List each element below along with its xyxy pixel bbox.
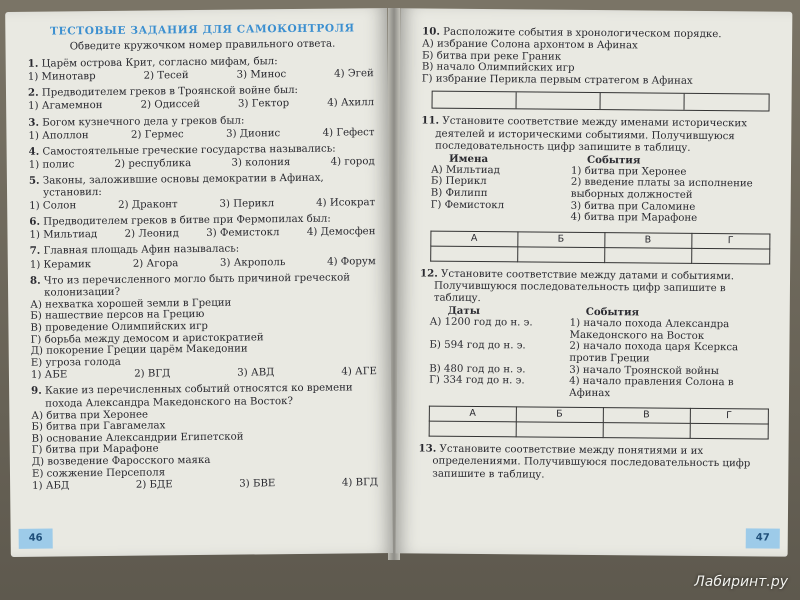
answer-option[interactable]: 2) ВГД [134, 368, 171, 381]
list-item: Д) возведение Фаросского маяка [31, 454, 211, 468]
answer-option[interactable]: 3) Минос [236, 69, 287, 81]
question-text: Законы, заложившие основы демократии в Афинах, установил: [42, 172, 324, 199]
answer-cell[interactable] [429, 421, 516, 437]
question-text: Установите соответствие между датами и событиями. Получившуюся последовательность цифр запишите в таблицу. [433, 268, 735, 305]
answer-option[interactable]: 2) республика [114, 157, 192, 170]
answer-option[interactable]: 1) Минотавр [27, 71, 96, 84]
question-text: Самостоятельные греческие государства назывались: [42, 143, 336, 158]
item-list [31, 407, 382, 480]
page-number: 47 [746, 528, 780, 548]
answer-cell[interactable] [516, 422, 603, 438]
list-item: Б) битва при реке Граник [421, 50, 562, 63]
list-item: В) основание Александрии Египетской [31, 431, 244, 445]
list-item: 2) начало похода царя Ксеркса против Греции [569, 341, 739, 365]
list-item: 4) битва при Марафоне [570, 212, 698, 225]
question-text: Какие из перечисленных событий относятся ко времени похода Александра Македонского на Восток? [44, 382, 353, 410]
answer-option[interactable]: 2) Агора [132, 257, 179, 270]
list-item: Е) угроза голода [30, 356, 121, 369]
answer-option[interactable]: 2) Тесей [143, 70, 189, 82]
left-page [5, 8, 393, 557]
list-item: Г) 334 год до н. э. [429, 374, 525, 387]
question-text: Установите соответствие между именами исторических деятелей и историческими событиями. Получившуюся последовательность цифр запишите в таблицу. [435, 116, 748, 154]
list-item: А) битва при Херонее [31, 409, 149, 422]
list-item: Г) Фемистокл [430, 199, 505, 211]
list-item: Г) борьба между демосом и аристократией [30, 331, 264, 346]
list-item: 3) начало Троянской войны [569, 364, 719, 377]
item-list [30, 296, 381, 369]
answer-option[interactable]: 1) Керамик [29, 258, 92, 271]
list-item: А) 1200 год до н. э. [429, 316, 533, 329]
answer-option[interactable]: 4) Эгей [334, 68, 374, 80]
answer-option[interactable]: 2) Гермес [130, 128, 184, 141]
list-item: Б) нашествие персов на Грецию [30, 309, 205, 323]
answer-table [429, 406, 769, 440]
page-number: 46 [19, 529, 53, 549]
question-number: 3. [28, 116, 40, 129]
question-number: 7. [29, 245, 41, 258]
column-header: Даты [447, 304, 480, 318]
list-item: 4) начало правления Солона в Афинах [568, 375, 734, 399]
answer-option[interactable]: 2) БДЕ [135, 479, 173, 491]
answer-option[interactable]: 3) колония [231, 156, 291, 169]
question-number: 2. [27, 87, 39, 100]
question-1 [28, 54, 378, 84]
table-header-cell: А [431, 231, 518, 247]
answer-option[interactable]: 4) Демосфен [306, 226, 376, 239]
list-item: Г) избрание Перикла первым стратегом в Афинах [421, 73, 693, 87]
table-header-cell: Б [516, 407, 603, 423]
table-header-cell: Г [690, 409, 769, 425]
answer-option[interactable]: 3) АВД [237, 367, 275, 379]
answer-options [31, 366, 381, 382]
question-number: 4. [28, 145, 40, 158]
answer-options [28, 98, 378, 114]
answer-option[interactable]: 1) АБЕ [30, 369, 68, 382]
table-header-cell: Б [517, 232, 604, 248]
question-number: 12. [420, 267, 438, 280]
answer-option[interactable]: 2) Драконт [118, 199, 178, 211]
section-title: ТЕСТОВЫЕ ЗАДАНИЯ ДЛЯ САМОКОНТРОЛЯ [49, 22, 355, 38]
answer-option[interactable]: 2) Леонид [124, 228, 179, 241]
watermark: Лабиринт.ру [694, 574, 788, 590]
list-item: Б) битва при Гавгамелах [31, 420, 166, 433]
answer-option[interactable]: 3) Дионис [225, 127, 281, 140]
question-2 [28, 83, 378, 113]
question-number: 6. [29, 215, 41, 228]
answer-cell[interactable] [603, 423, 690, 439]
match-lists [421, 164, 769, 225]
answer-grid[interactable] [432, 91, 770, 112]
table-header-cell: А [429, 406, 516, 422]
question-number: 9. [31, 385, 42, 398]
question-text: Установите соответствие между понятиями и их определениями. Получившуюся последовательность цифр запишите в таблицу. [432, 444, 751, 481]
question-number: 10. [422, 25, 440, 38]
answer-options [28, 68, 378, 84]
answer-options [28, 127, 378, 143]
list-item: А) Мильтиад [430, 164, 500, 177]
instruction: Обведите кружочком номер правильного ответа. [69, 38, 336, 53]
question-11 [420, 115, 769, 264]
answer-cell[interactable] [431, 246, 518, 262]
list-item: Б) 594 год до н. э. [429, 339, 526, 352]
answer-option[interactable]: 3) Гектор [237, 98, 290, 111]
list-item: В) начало Олимпийских игр [421, 61, 575, 75]
column-header: Имена [449, 152, 489, 165]
answer-option[interactable]: 1) АБД [32, 480, 70, 492]
question-number: 8. [29, 274, 41, 287]
right-page [396, 8, 793, 556]
question-13 [418, 443, 766, 483]
table-header-cell: В [604, 232, 691, 248]
question-text: Богом кузнечного дела у греков был: [42, 115, 245, 129]
question-number: 5. [28, 174, 40, 187]
answer-cell[interactable] [691, 248, 770, 264]
answer-option[interactable]: 1) Мильтиад [29, 229, 98, 242]
table-header-cell: В [603, 408, 690, 424]
list-item: Б) Перикл [430, 176, 487, 188]
answer-cell[interactable] [690, 424, 769, 440]
question-text: Расположите события в хронологическом порядке. [443, 26, 722, 41]
question-8 [30, 271, 381, 383]
question-4 [29, 142, 379, 172]
answer-cell[interactable] [604, 247, 691, 263]
answer-table [430, 230, 770, 264]
table-header-cell: Г [691, 233, 770, 249]
answer-option[interactable]: 3) Акрополь [219, 256, 286, 269]
answer-option[interactable]: 4) город [330, 155, 375, 168]
question-6 [29, 212, 379, 242]
answer-option[interactable]: 3) Фемистокл [206, 227, 280, 240]
answer-option[interactable]: 4) АГЕ [341, 366, 377, 378]
question-9 [31, 382, 382, 494]
column-header: События [587, 153, 641, 167]
answer-cell[interactable] [517, 247, 604, 263]
list-item: В) 480 год до н. э. [429, 363, 526, 375]
answer-option[interactable]: 4) Исократ [316, 197, 376, 209]
item-list [422, 39, 770, 88]
answer-option[interactable]: 1) Агамемнон [28, 100, 103, 113]
answer-option[interactable]: 1) Солон [29, 200, 77, 212]
list-item: Г) битва при Марафоне [31, 443, 159, 457]
question-5 [29, 171, 379, 213]
list-item: А) нехватка хорошей земли в Греции [30, 297, 232, 311]
answer-option[interactable]: 3) Перикл [219, 198, 275, 210]
answer-options [29, 156, 379, 172]
question-3 [28, 113, 378, 143]
question-number: 1. [27, 57, 39, 70]
list-item: 1) начало похода Александра Македонского на Восток [569, 317, 730, 342]
list-item: В) Филипп [430, 187, 488, 200]
list-item: 1) битва при Херонее [570, 165, 687, 178]
answer-options [30, 256, 380, 272]
list-item: Д) покорение Греции царём Македонии [30, 343, 248, 357]
list-item: 3) битва при Саломине [570, 200, 696, 213]
answer-option[interactable]: 4) Форум [326, 255, 376, 268]
answer-option[interactable]: 4) Ахилл [327, 97, 375, 110]
list-item: Е) сожжение Персеполя [31, 466, 166, 480]
answer-option[interactable]: 1) Аполлон [28, 129, 89, 142]
list-item: А) избрание Солона архонтом в Афинах [422, 38, 638, 52]
column-header: События [585, 306, 640, 319]
answer-option[interactable]: 3) БВЕ [239, 478, 276, 490]
answer-option[interactable]: 4) Гефест [322, 126, 375, 139]
question-text: Царём острова Крит, согласно мифам, был: [41, 56, 278, 70]
match-lists [419, 317, 768, 401]
question-text: Предводителем греков в Троянской войне был: [41, 85, 299, 100]
question-list [28, 54, 380, 271]
answer-option[interactable]: 2) Одиссей [140, 99, 201, 112]
question-text: Что из перечисленного могло быть причиной греческой колонизации? [43, 272, 351, 299]
question-10 [422, 25, 771, 112]
answer-options [32, 477, 382, 493]
question-number: 13. [418, 442, 437, 455]
question-text: Предводителем греков в битве при Фермопилах был: [43, 213, 331, 228]
list-item: 2) введение платы за исполнение выборных должностей [570, 177, 753, 201]
answer-option[interactable]: 1) полис [28, 159, 75, 171]
question-7 [30, 242, 380, 272]
list-item: В) проведение Олимпийских игр [30, 320, 208, 334]
question-text: Главная площадь Афин называлась: [43, 243, 240, 258]
question-12 [419, 267, 768, 440]
answer-options [29, 226, 379, 242]
answer-option[interactable]: 4) ВГД [341, 477, 379, 489]
question-number: 11. [421, 114, 440, 128]
answer-options [29, 197, 379, 213]
